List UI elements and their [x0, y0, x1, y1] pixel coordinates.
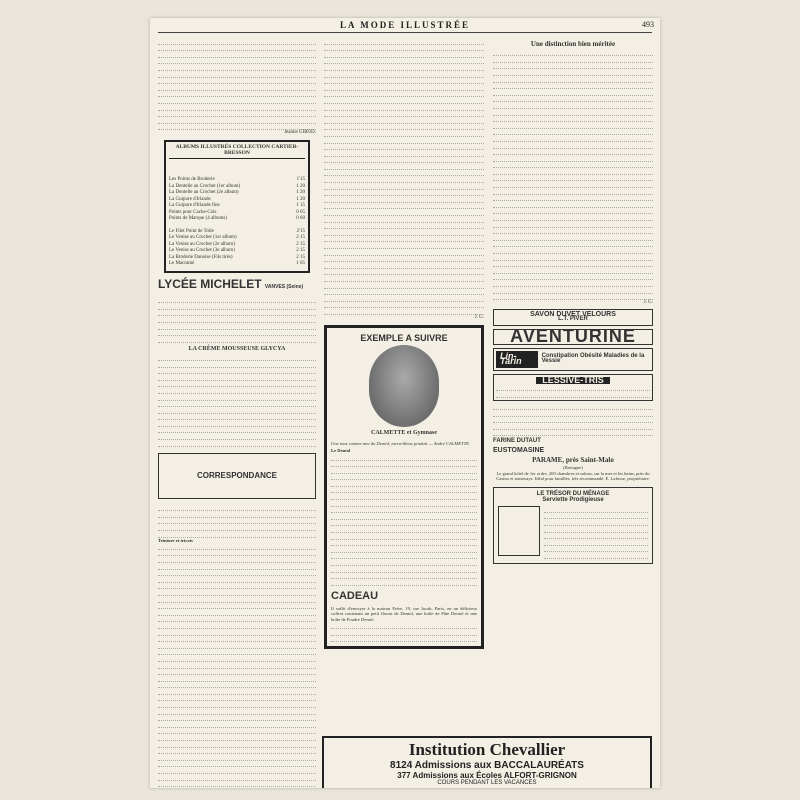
album-name: Le Venise au Crochet (3e album)	[169, 248, 235, 254]
album-price: 2 15	[296, 235, 305, 241]
album-price: 2 15	[296, 241, 305, 247]
album-price: 1 20	[296, 190, 305, 196]
lycee-title: LYCÉE MICHELET	[158, 276, 262, 291]
signature-3: J. G.	[643, 300, 653, 306]
page-number: 493	[642, 20, 654, 29]
album-price: 1 05	[296, 261, 305, 267]
creme-heading: LA CRÈME MOUSSEUSE GLYCYA	[188, 345, 286, 352]
tresor-ad	[493, 487, 653, 564]
signature: Jeanne GIROD.	[284, 130, 316, 136]
aventurine-ad: AVENTURINE	[493, 329, 653, 345]
lin-tarin-ad	[493, 348, 653, 371]
correspondance-banner: CORRESPONDANCE	[158, 453, 316, 499]
album-name: Le Venise au Crochet (1er album)	[169, 235, 237, 241]
lin-tarin-text: Constipation Obésité Maladies de la Vessie	[541, 352, 645, 365]
lin-tarin-logo: Lin-Tarin	[496, 351, 538, 368]
album-price: 1'15	[296, 177, 305, 183]
chevallier-ad	[322, 736, 652, 788]
album-name: La Dentelle au Crochet (2e album)	[169, 190, 239, 196]
savon-title: SAVON DUVET VELOURS	[530, 310, 616, 318]
savon-sub: L.T. PIVER	[558, 316, 588, 323]
portrait-caption: CALMETTE et Gymnase	[371, 430, 437, 437]
quote: Une tous comme moi du Dentol, merveilleux produit — André CALMETTE.	[331, 440, 471, 446]
album-price: 2'15	[296, 228, 305, 234]
column-2	[324, 38, 484, 653]
albums-title: ALBUMS ILLUSTRÉS COLLECTION CARTIER-BRESSON	[169, 145, 305, 159]
chevallier-title: Institution Chevallier	[408, 740, 566, 759]
portrait-image	[369, 345, 439, 427]
album-name: Points de Marque (4 albums)	[169, 216, 228, 222]
cadeau-title: CADEAU	[331, 589, 379, 602]
album-name: Les Points de Broderie	[169, 177, 215, 183]
savon-ad	[493, 309, 653, 326]
farine-ad: FARINE DUTAUT	[493, 438, 541, 445]
column-3	[493, 38, 653, 567]
album-name: La Guipure d'Irlande fine	[169, 203, 220, 209]
exemple-title: EXEMPLE A SUIVRE	[360, 332, 448, 343]
teinture-heading: Teinture et tricots	[158, 537, 193, 543]
distinction-title: Une distinction bien méritée	[530, 40, 616, 48]
parame-sub: (Bretagne)	[563, 465, 583, 471]
exemple-ad	[324, 325, 484, 650]
parame-title: PARAME, près Saint-Malo	[532, 455, 614, 464]
parame-text: Le grand hôtel de 1er ordre, 200 chambres et salons, sur la mer et les bains, près du Casino et tramways. Idéal pour familles, très recommandé. E. Lafosse, propriétaire.	[496, 470, 650, 482]
album-price: 0 65	[296, 209, 305, 215]
cadeau-text: Il suffit d'envoyer à la maison Frère, 19, rue Jacob, Paris, en un délicieux coffret contenant un petit flacon de Dentol, une boîte de Pâte Dentol et une boîte de Poudre Dentol.	[331, 605, 477, 622]
chevallier-line1: 8124 Admissions aux BACCALAURÉATS	[390, 760, 584, 771]
album-price: 0 60	[296, 216, 305, 222]
album-price: 2 15	[296, 254, 305, 260]
lycee-location: VANVES (Seine)	[264, 283, 304, 290]
serviette-title: Serviette Prodigieuse	[542, 496, 604, 503]
album-name: Le Filet Point de Toile	[169, 228, 214, 234]
magazine-page	[150, 18, 660, 788]
chevallier-line3: COURS PENDANT LES VACANCES	[437, 780, 537, 786]
lessive-title: LESSIVE-TRIS	[536, 377, 610, 385]
chevallier-line2: 377 Admissions aux Écoles ALFORT-GRIGNON	[397, 771, 577, 780]
lessive-ad	[493, 374, 653, 401]
album-name: La Guipure d'Irlande	[169, 196, 211, 202]
album-name: Le Macramé	[169, 261, 195, 267]
album-price: 2 15	[296, 248, 305, 254]
masthead: LA MODE ILLUSTRÉE	[339, 20, 471, 30]
album-name: La Broderie Danoise (Fils tirés)	[169, 254, 233, 260]
signature-2: J. G.	[474, 314, 484, 320]
column-1	[158, 38, 316, 788]
serviette-illustration	[498, 506, 540, 556]
album-name: La Venise au Crochet (2e album)	[169, 241, 235, 247]
albums-box	[164, 140, 310, 273]
album-name: Points pour Cache-Cols	[169, 209, 217, 215]
tresor-title: LE TRÉSOR DU MÉNAGE	[536, 491, 610, 498]
albums-list	[169, 177, 305, 268]
album-name: La Dentelle au Crochet (1er album)	[169, 183, 241, 189]
album-row	[169, 261, 305, 268]
dentol-heading: Le Dentol	[331, 448, 351, 454]
album-price: 1 20	[296, 196, 305, 202]
album-price: 1 15	[296, 203, 305, 209]
header-rule	[158, 32, 652, 33]
album-price: 1 20	[296, 183, 305, 189]
eustomasine-ad: EUSTOMASINE	[493, 447, 545, 455]
album-row	[169, 216, 305, 223]
